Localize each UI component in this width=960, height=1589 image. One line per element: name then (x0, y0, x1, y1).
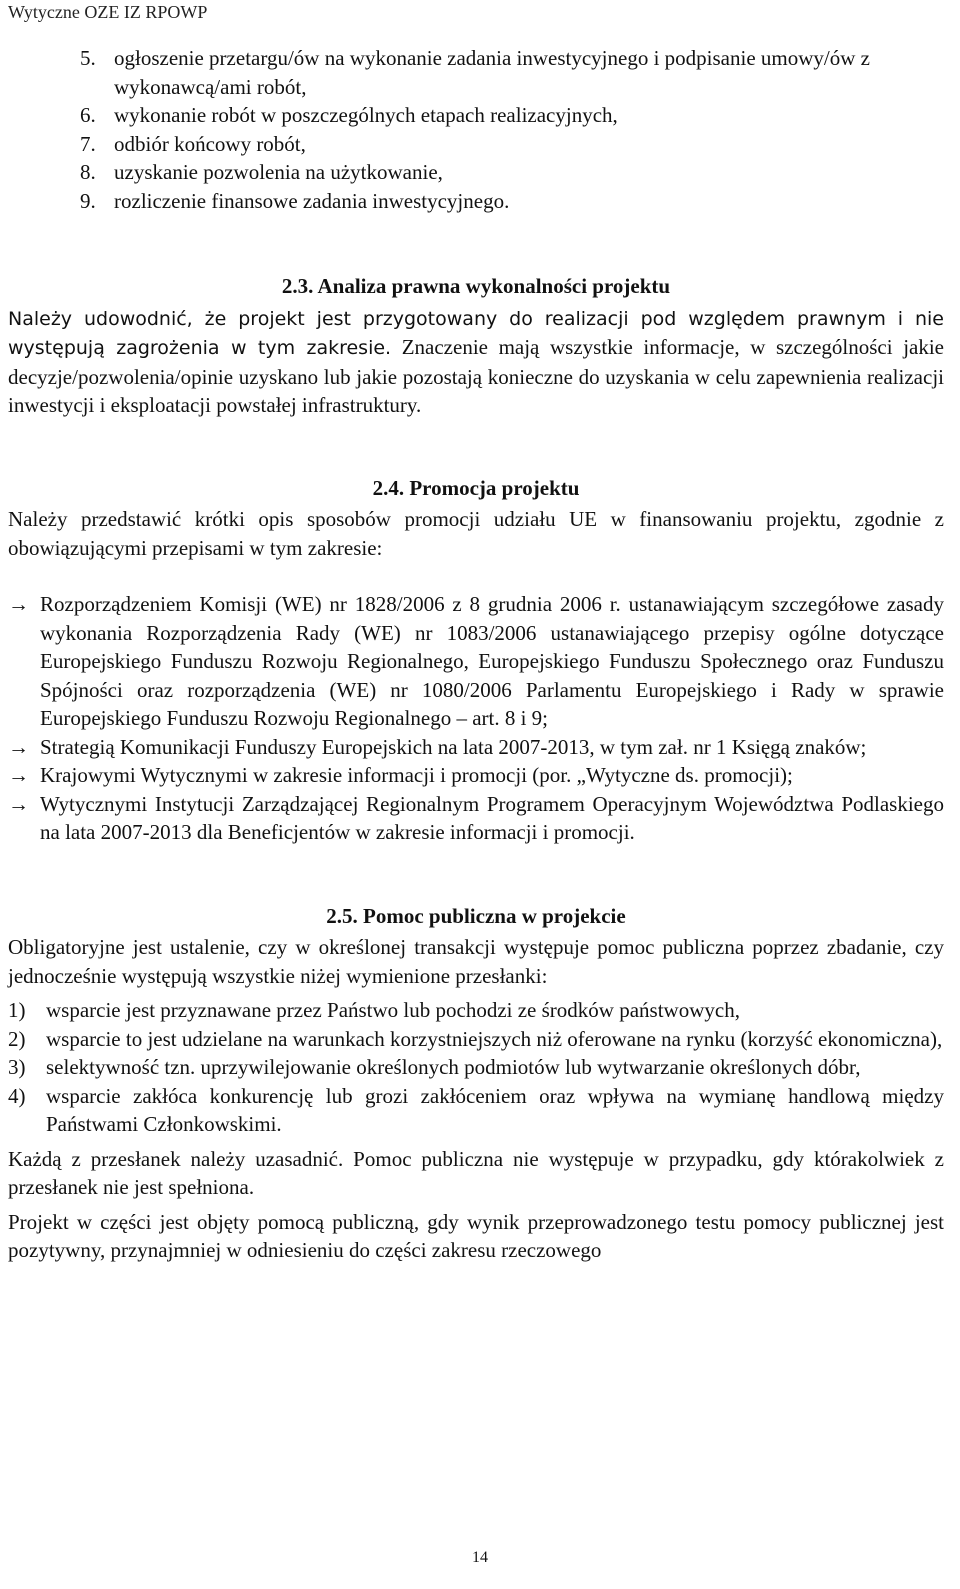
section-2-5-paragraph-1: Każdą z przesłanek należy uzasadnić. Pomoc publiczna nie występuje w przypadku, gdy którakolwiek z przesłanek nie jest spełniona. (8, 1146, 944, 1199)
arrow-right-icon: → (8, 734, 29, 759)
list-item (8, 733, 944, 762)
list-item-number: 8. (80, 160, 96, 184)
list-item-number: 1) (8, 998, 26, 1022)
section-2-3-sans-text: Należy udowodnić, że projekt jest przygotowany do realizacji pod względem prawnym i nie występują zagrożenia w tym zakresie. (8, 307, 944, 359)
section-2-3-paragraph (8, 304, 944, 420)
list-item-text: uzyskanie pozwolenia na użytkowanie, (114, 160, 443, 184)
list-item (8, 761, 944, 790)
list-item-text: wsparcie to jest udzielane na warunkach korzystniejszych niż oferowane na rynku (korzyść ekonomiczna), (46, 1026, 943, 1051)
list-item-number: 5. (80, 46, 96, 70)
list-item-text: Rozporządzeniem Komisji (WE) nr 1828/2006 z 8 grudnia 2006 r. ustanawiającym szczegółowe zasady wykonania Rozporządzenia Rady (WE) nr 1083/2006 ustanawiającego przepisy ogólne dotyczące Europejskiego Funduszu Rozwoju Regionalnego, Europejskiego Funduszu Społecznego oraz Funduszu Spójności oraz rozporządzenia (WE) nr 1080/2006 Parlamentu Europejskiego i Rady w sprawie Europejskiego Funduszu Rozwoju Regionalnego – art. 8 i 9; (40, 592, 944, 730)
list-item-text: Wytycznymi Instytucji Zarządzającej Regionalnym Programem Operacyjnym Województwa Podlaskiego na lata 2007-2013 dla Beneficjentów w zakresie informacji i promocji. (40, 791, 944, 844)
section-heading-2-4: 2.4. Promocja projektu (372, 475, 580, 500)
list-item (80, 44, 944, 101)
promotion-regulations-list (8, 590, 944, 847)
arrow-right-icon: → (8, 592, 29, 616)
list-item-number: 3) (8, 1055, 26, 1079)
list-item (80, 130, 944, 159)
section-heading-2-3: 2.3. Analiza prawna wykonalności projektu (281, 274, 671, 298)
list-item-number: 7. (80, 131, 96, 156)
list-item-text: wsparcie jest przyznawane przez Państwo lub pochodzi ze środków państwowych, (46, 998, 740, 1022)
list-item-number: 4) (8, 1083, 26, 1108)
list-item-text: selektywność tzn. uprzywilejowanie określonych podmiotów lub wytwarzanie określonych dóbr, (46, 1055, 861, 1079)
section-2-5-intro: Obligatoryjne jest ustalenie, czy w określonej transakcji występuje pomoc publiczna poprzez zbadanie, czy jednocześnie występują wszystkie niżej wymienione przesłanki: (8, 935, 944, 988)
list-item-text: Strategią Komunikacji Funduszy Europejskich na lata 2007-2013, w tym zał. nr 1 Księgą znaków; (40, 734, 867, 759)
list-item-text: ogłoszenie przetargu/ów na wykonanie zadania inwestycyjnego i podpisanie umowy/ów z wykonawcą/ami robót, (114, 46, 870, 99)
list-item-number: 6. (80, 103, 96, 127)
list-item-number: 2) (8, 1026, 26, 1051)
list-item-text: Krajowymi Wytycznymi w zakresie informacji i promocji (por. „Wytyczne ds. promocji); (40, 763, 793, 787)
list-item-text: odbiór końcowy robót, (114, 131, 306, 156)
section-heading-2-5: 2.5. Pomoc publiczna w projekcie (326, 903, 626, 928)
list-item (8, 996, 944, 1025)
arrow-right-icon: → (8, 791, 29, 816)
list-item (8, 1053, 944, 1082)
list-item (80, 101, 944, 130)
page-content (8, 44, 944, 1265)
list-item (8, 790, 944, 847)
list-item-text: wsparcie zakłóca konkurencję lub grozi zakłóceniem oraz wpływa na wymianę handlową między Państwami Członkowskimi. (46, 1083, 944, 1136)
section-2-4-intro: Należy przedstawić krótki opis sposobów promocji udziału UE w finansowaniu projektu, zgodnie z obowiązującymi przepisami w tym zakresie: (8, 507, 944, 560)
list-item (8, 590, 944, 733)
list-item (8, 1082, 944, 1139)
page-number: 14 (472, 1549, 488, 1566)
list-item-text: rozliczenie finansowe zadania inwestycyjnego. (114, 188, 510, 213)
section-2-3-serif-text: Znaczenie mają wszystkie informacje, w szczególności jakie decyzje/pozwolenia/opinie uzyskano lub jakie pozostają konieczne do uzyskania w celu zapewnienia realizacji inwestycji i eksploatacji powstałej infrastruktury. (8, 335, 945, 417)
list-item (80, 187, 944, 216)
list-item (80, 158, 944, 187)
arrow-right-icon: → (8, 763, 29, 787)
document-header: Wytyczne OZE IZ RPOWP (8, 2, 208, 22)
list-item (8, 1025, 944, 1054)
list-item-text: wykonanie robót w poszczególnych etapach realizacyjnych, (114, 103, 618, 127)
section-2-5-paragraph-2: Projekt w części jest objęty pomocą publiczną, gdy wynik przeprowadzonego testu pomocy publicznej jest pozytywny, przynajmniej w odniesieniu do części zakresu rzeczowego (8, 1209, 944, 1262)
public-aid-criteria-list (8, 996, 944, 1139)
stage-list (8, 44, 944, 215)
list-item-number: 9. (80, 188, 96, 213)
